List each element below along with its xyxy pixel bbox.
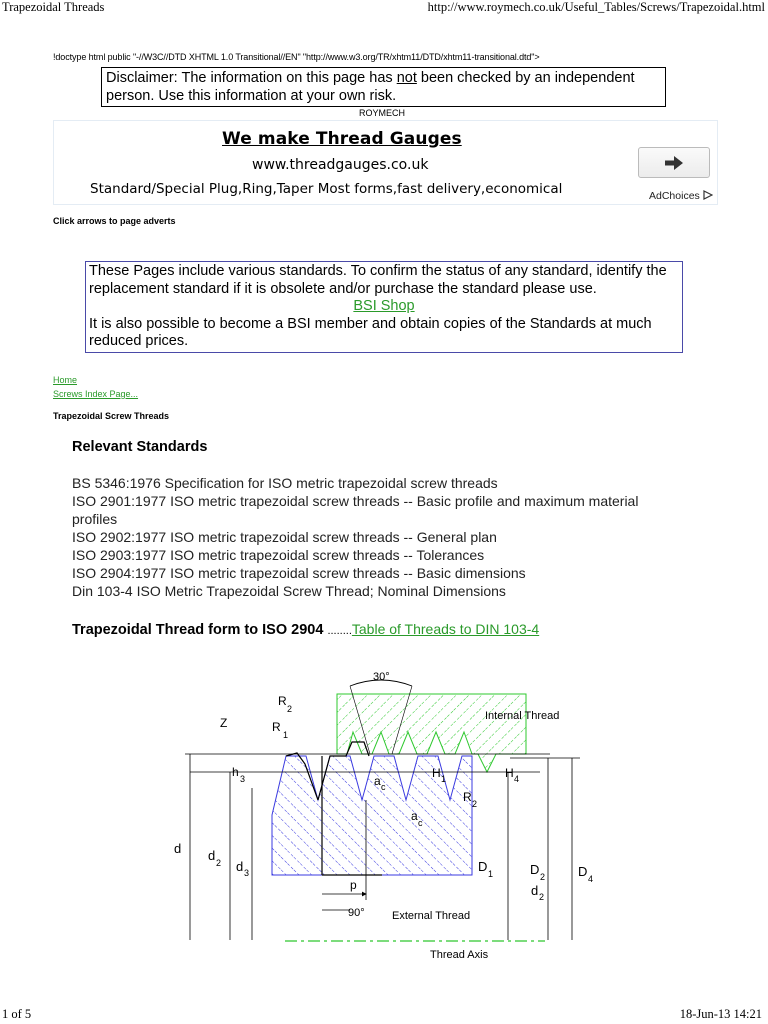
standard-item: ISO 2902:1977 ISO metric trapezoidal screw threads -- General plan: [72, 529, 497, 545]
label-D2: D: [530, 862, 540, 877]
thread-form-title: Trapezoidal Thread form to ISO 2904: [72, 622, 324, 638]
label-ac-2: a: [411, 809, 418, 823]
label-R2-top-sub: 2: [287, 704, 293, 714]
disclaimer-before: Disclaimer: The information on this page has: [106, 70, 397, 86]
bsi-notice: [85, 261, 683, 353]
label-H4-sub: 4: [514, 774, 520, 784]
label-d3-sub: 3: [244, 868, 250, 878]
standard-item: ISO 2903:1977 ISO metric trapezoidal screw threads -- Tolerances: [72, 547, 485, 563]
label-R2-bottom-sub: 2: [472, 799, 478, 809]
screws-index-link[interactable]: Screws Index Page...: [53, 389, 139, 399]
label-R1: R: [272, 720, 281, 734]
advert-banner[interactable]: [53, 120, 718, 205]
bsi-shop-link[interactable]: BSI Shop: [353, 298, 415, 314]
label-D4-sub: 4: [588, 874, 594, 884]
thread-form-dots: ........: [327, 625, 352, 637]
relevant-standards-title: Relevant Standards: [72, 439, 208, 455]
disclaimer-emphasis: not: [396, 70, 417, 86]
label-ac-1-sub: c: [381, 782, 386, 792]
page-title: Trapezoidal Threads: [2, 0, 105, 14]
click-arrows-note: Click arrows to page adverts: [53, 216, 176, 226]
label-d: d: [174, 841, 182, 856]
label-d3: d: [236, 859, 244, 874]
adchoices-icon: [703, 190, 713, 200]
label-d2-sub: 2: [216, 858, 222, 868]
label-30deg: 30°: [373, 671, 390, 683]
adchoices-label: AdChoices: [649, 190, 700, 202]
print-date: 18-Jun-13 14:21: [679, 1007, 762, 1021]
label-ac-2-sub: c: [418, 818, 423, 828]
thread-form-heading: [72, 621, 539, 638]
label-H1-sub: 1: [441, 774, 447, 784]
label-H4: H: [505, 766, 514, 780]
adchoices-link[interactable]: [649, 190, 713, 202]
label-internal-thread: Internal Thread: [485, 710, 560, 722]
label-D4: D: [578, 864, 588, 879]
label-D2-sub: 2: [540, 872, 546, 882]
page-count: 1 of 5: [2, 1007, 32, 1021]
bsi-text-2: It is also possible to become a BSI member and obtain copies of the Standards at much reduced prices.: [89, 315, 652, 349]
label-H1: H: [432, 766, 441, 780]
label-Z: Z: [220, 716, 228, 730]
doctype-text: !doctype html public "-//W3C//DTD XHTML 1.0 Transitional//EN" "http://www.w3.org/TR/xhtm11/DTD/xhtm11-transitional.dtd">: [53, 52, 540, 62]
thread-profile-diagram: [160, 660, 600, 960]
standard-item: ISO 2901:1977 ISO metric trapezoidal screw threads -- Basic profile and maximum material profiles: [72, 493, 639, 527]
advert-description: Standard/Special Plug,Ring,Taper Most forms,fast delivery,economical: [90, 181, 563, 197]
label-D1: D: [478, 859, 488, 874]
din-table-link[interactable]: Table of Threads to DIN 103-4: [351, 621, 540, 637]
advert-title[interactable]: We make Thread Gauges: [222, 129, 462, 149]
standard-item: BS 5346:1976 Specification for ISO metric trapezoidal screw threads: [72, 475, 498, 491]
label-thread-axis: Thread Axis: [430, 949, 489, 960]
label-90deg: 90°: [348, 907, 365, 919]
right-arrow-icon: [665, 156, 683, 170]
site-name: ROYMECH: [359, 108, 406, 118]
label-R1-sub: 1: [283, 730, 289, 740]
disclaimer-after: been checked by an independent person. Use this information at your own risk.: [106, 70, 635, 104]
label-D1-sub: 1: [488, 869, 494, 879]
label-p: p: [350, 878, 357, 892]
advert-url[interactable]: www.threadgauges.co.uk: [252, 157, 429, 173]
label-d2b-sub: 2: [539, 892, 545, 902]
page-url: http://www.roymech.co.uk/Useful_Tables/Screws/Trapezoidal.html: [427, 0, 765, 14]
label-h3: h: [232, 765, 239, 779]
standard-item: ISO 2904:1977 ISO metric trapezoidal screw threads -- Basic dimensions: [72, 565, 526, 581]
bsi-text-1: These Pages include various standards. To confirm the status of any standard, identify the replacement standard if it is obsolete and/or purchase the standard please use.: [89, 263, 667, 297]
advert-next-button[interactable]: [638, 147, 710, 178]
label-R2-top: R: [278, 694, 287, 708]
label-d2: d: [208, 848, 216, 863]
standard-item: Din 103-4 ISO Metric Trapezoidal Screw Thread; Nominal Dimensions: [72, 583, 506, 599]
home-link[interactable]: Home: [53, 375, 78, 385]
breadcrumb: Trapezoidal Screw Threads: [53, 411, 170, 421]
label-R2-bottom: R: [463, 790, 472, 804]
label-h3-sub: 3: [240, 774, 246, 784]
label-external-thread: External Thread: [392, 910, 471, 922]
disclaimer-box: [101, 67, 666, 107]
label-d2b: d: [531, 883, 539, 898]
standards-list: [72, 474, 672, 600]
label-ac-1: a: [374, 774, 381, 788]
